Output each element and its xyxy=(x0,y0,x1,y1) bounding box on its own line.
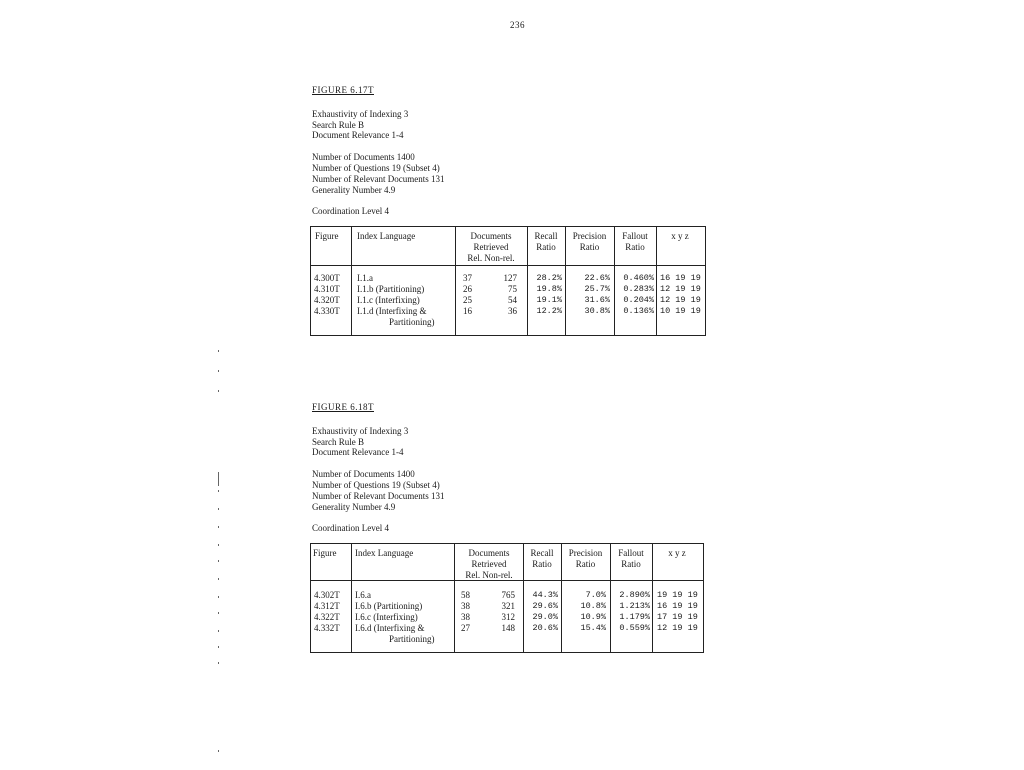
header-documents: Documents Retrieved Rel. Non-rel. xyxy=(467,231,515,263)
cell-fallout: 0.136% xyxy=(623,306,654,317)
table-row xyxy=(311,590,703,601)
scan-artifacts xyxy=(218,350,222,770)
cell-index-language: I.6.c (Interfixing) xyxy=(355,612,418,623)
figure-meta xyxy=(312,426,710,534)
cell-xyz: 16 19 19 xyxy=(660,273,701,284)
cell-recall: 44.3% xyxy=(532,590,558,601)
cell-fallout: 1.213% xyxy=(619,601,650,612)
meta-relevant-documents: Number of Relevant Documents 131 xyxy=(312,173,445,184)
cell-non-rel: 321 xyxy=(501,601,515,612)
cell-fallout: 1.179% xyxy=(619,612,650,623)
header-figure: Figure xyxy=(313,548,337,559)
figure-6-17t xyxy=(310,85,710,336)
figure-title: FIGURE 6.18T xyxy=(312,402,374,412)
cell-fallout: 0.559% xyxy=(619,623,650,634)
table-row xyxy=(311,601,703,612)
cell-rel: 27 xyxy=(461,623,470,634)
cell-precision: 10.9% xyxy=(580,612,606,623)
meta-generality-number: Generality Number 4.9 xyxy=(312,184,396,195)
cell-rel: 25 xyxy=(463,295,472,306)
cell-recall: 29.6% xyxy=(532,601,558,612)
meta-coordination-level: Coordination Level 4 xyxy=(312,523,389,534)
cell-recall: 19.8% xyxy=(536,284,562,295)
cell-rel: 58 xyxy=(461,590,470,601)
cell-index-language: I.1.d (Interfixing & xyxy=(357,306,427,317)
cell-index-language: I.6.b (Partitioning) xyxy=(355,601,423,612)
header-figure: Figure xyxy=(315,231,339,242)
cell-non-rel: 127 xyxy=(503,273,517,284)
header-index-language: Index Language xyxy=(357,231,416,242)
cell-recall: 28.2% xyxy=(536,273,562,284)
meta-coordination-level: Coordination Level 4 xyxy=(312,206,389,217)
figure-meta xyxy=(312,109,710,217)
meta-exhaustivity: Exhaustivity of Indexing 3 xyxy=(312,108,409,119)
cell-precision: 22.6% xyxy=(584,273,610,284)
cell-index-language: I.1.b (Partitioning) xyxy=(357,284,425,295)
cell-figure: 4.302T xyxy=(314,590,340,601)
cell-non-rel: 148 xyxy=(501,623,515,634)
results-table xyxy=(310,543,704,653)
results-table xyxy=(310,226,706,336)
cell-rel: 38 xyxy=(461,612,470,623)
cell-xyz: 16 19 19 xyxy=(657,601,698,612)
cell-index-language: I.6.d (Interfixing & xyxy=(355,623,425,634)
header-recall-ratio: Recall Ratio xyxy=(530,548,554,569)
table-row xyxy=(311,612,703,623)
header-documents: Documents Retrieved Rel. Non-rel. xyxy=(465,548,513,580)
table-row xyxy=(311,306,705,317)
table-row xyxy=(311,284,705,295)
cell-precision: 7.0% xyxy=(585,590,606,601)
meta-search-rule: Search Rule B xyxy=(312,119,364,130)
cell-xyz: 12 19 19 xyxy=(660,295,701,306)
meta-generality-number: Generality Number 4.9 xyxy=(312,501,396,512)
cell-non-rel: 75 xyxy=(508,284,517,295)
cell-non-rel: 765 xyxy=(501,590,515,601)
cell-recall: 20.6% xyxy=(532,623,558,634)
cell-xyz: 12 19 19 xyxy=(657,623,698,634)
table-row xyxy=(311,273,705,284)
cell-rel: 37 xyxy=(463,273,472,284)
cell-precision: 30.8% xyxy=(584,306,610,317)
cell-figure: 4.310T xyxy=(314,284,340,295)
cell-figure: 4.332T xyxy=(314,623,340,634)
cell-index-language: I.1.a xyxy=(357,273,373,284)
cell-non-rel: 54 xyxy=(508,295,517,306)
cell-figure: 4.312T xyxy=(314,601,340,612)
cell-fallout: 0.283% xyxy=(623,284,654,295)
meta-exhaustivity: Exhaustivity of Indexing 3 xyxy=(312,425,409,436)
cell-precision: 10.8% xyxy=(580,601,606,612)
meta-relevant-documents: Number of Relevant Documents 131 xyxy=(312,490,445,501)
header-fallout-ratio: Fallout Ratio xyxy=(618,548,644,569)
cell-index-language-continuation: Partitioning) xyxy=(389,317,435,328)
cell-recall: 29.0% xyxy=(532,612,558,623)
meta-number-of-questions: Number of Questions 19 (Subset 4) xyxy=(312,479,440,490)
table-row xyxy=(311,295,705,306)
cell-fallout: 0.204% xyxy=(623,295,654,306)
cell-index-language: I.6.a xyxy=(355,590,371,601)
cell-rel: 26 xyxy=(463,284,472,295)
cell-xyz: 12 19 19 xyxy=(660,284,701,295)
header-xyz: x y z xyxy=(668,548,686,559)
cell-figure: 4.300T xyxy=(314,273,340,284)
cell-rel: 16 xyxy=(463,306,472,317)
cell-fallout: 0.460% xyxy=(623,273,654,284)
table-row xyxy=(311,623,703,634)
cell-precision: 15.4% xyxy=(580,623,606,634)
cell-xyz: 10 19 19 xyxy=(660,306,701,317)
header-precision-ratio: Precision Ratio xyxy=(568,548,603,569)
cell-recall: 12.2% xyxy=(536,306,562,317)
header-xyz: x y z xyxy=(671,231,689,242)
header-recall-ratio: Recall Ratio xyxy=(534,231,558,252)
header-fallout-ratio: Fallout Ratio xyxy=(622,231,648,252)
cell-figure: 4.320T xyxy=(314,295,340,306)
header-precision-ratio: Precision Ratio xyxy=(572,231,607,252)
header-index-language: Index Language xyxy=(355,548,414,559)
cell-non-rel: 36 xyxy=(508,306,517,317)
meta-number-of-documents: Number of Documents 1400 xyxy=(312,469,415,480)
cell-xyz: 19 19 19 xyxy=(657,590,698,601)
cell-xyz: 17 19 19 xyxy=(657,612,698,623)
meta-number-of-questions: Number of Questions 19 (Subset 4) xyxy=(312,162,440,173)
cell-recall: 19.1% xyxy=(536,295,562,306)
cell-index-language-continuation: Partitioning) xyxy=(389,634,435,645)
cell-figure: 4.330T xyxy=(314,306,340,317)
cell-precision: 25.7% xyxy=(584,284,610,295)
cell-figure: 4.322T xyxy=(314,612,340,623)
page-number: 236 xyxy=(510,20,525,30)
cell-rel: 38 xyxy=(461,601,470,612)
cell-precision: 31.6% xyxy=(584,295,610,306)
figure-title: FIGURE 6.17T xyxy=(312,85,374,95)
figure-6-18t xyxy=(310,402,710,653)
cell-non-rel: 312 xyxy=(501,612,515,623)
cell-fallout: 2.890% xyxy=(619,590,650,601)
meta-number-of-documents: Number of Documents 1400 xyxy=(312,152,415,163)
cell-index-language: I.1.c (Interfixing) xyxy=(357,295,420,306)
meta-document-relevance: Document Relevance 1-4 xyxy=(312,447,404,458)
meta-search-rule: Search Rule B xyxy=(312,436,364,447)
meta-document-relevance: Document Relevance 1-4 xyxy=(312,130,404,141)
